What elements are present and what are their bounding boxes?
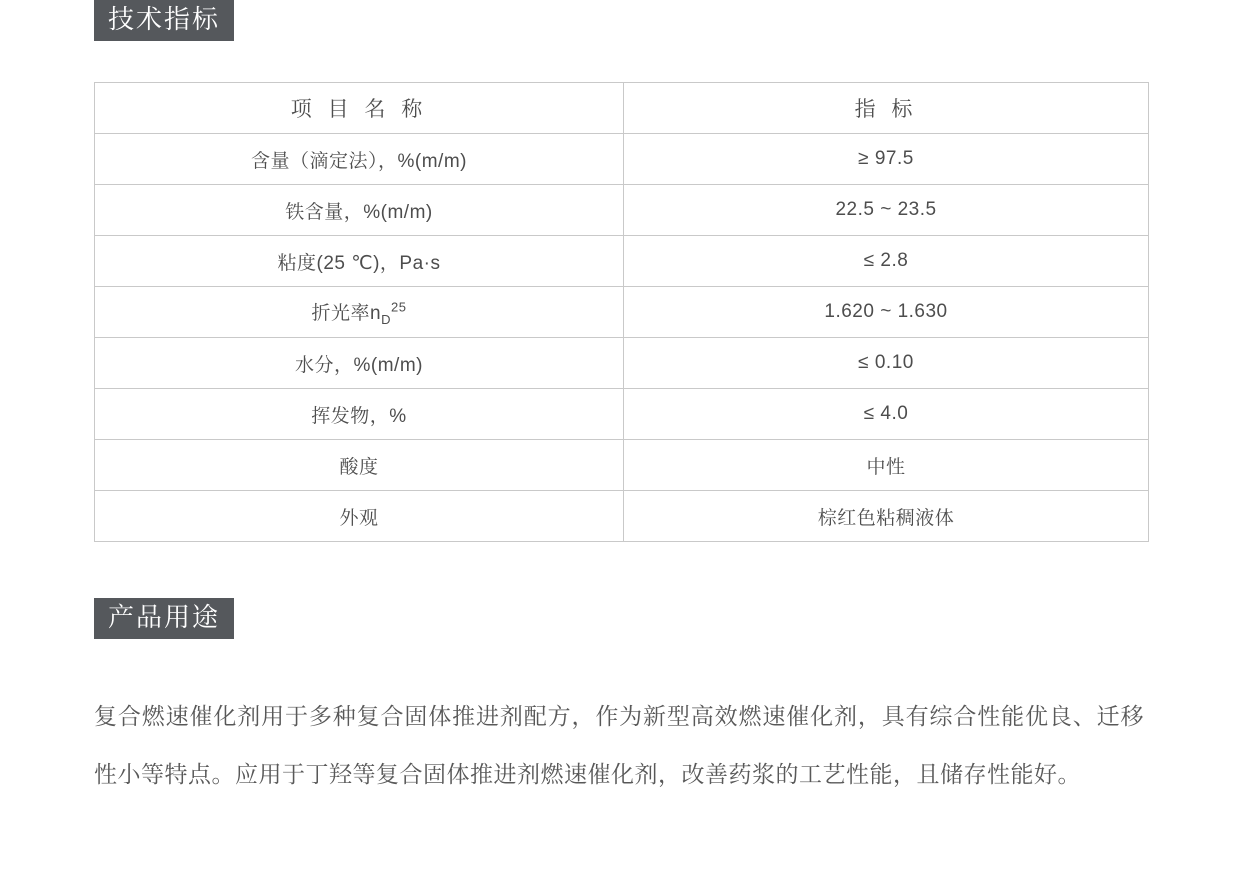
row-value: ≥ 97.5 <box>624 134 1149 185</box>
usage-section <box>94 664 1144 826</box>
refractive-index-subscript: D <box>381 311 391 327</box>
spec-table <box>94 82 1149 542</box>
table-row <box>95 338 1149 389</box>
usage-heading-wrapper <box>94 598 234 639</box>
row-value: ≤ 2.8 <box>624 236 1149 287</box>
specs-heading-wrapper <box>94 0 234 41</box>
table-row <box>95 185 1149 236</box>
refractive-index-superscript: 25 <box>391 299 407 315</box>
specs-heading: 技术指标 <box>94 0 234 41</box>
header-item-name: 项 目 名 称 <box>95 83 624 134</box>
row-value: 1.620 ~ 1.630 <box>624 287 1149 338</box>
row-label: 挥发物，% <box>95 389 624 440</box>
spec-table-body <box>95 134 1149 542</box>
usage-heading: 产品用途 <box>94 598 234 639</box>
row-value: 中性 <box>624 440 1149 491</box>
row-value: 22.5 ~ 23.5 <box>624 185 1149 236</box>
row-value: ≤ 0.10 <box>624 338 1149 389</box>
header-item-value: 指 标 <box>624 83 1149 134</box>
table-row <box>95 440 1149 491</box>
table-row <box>95 389 1149 440</box>
row-value: 棕红色粘稠液体 <box>624 491 1149 542</box>
row-label: 外观 <box>95 491 624 542</box>
table-row <box>95 287 1149 338</box>
spec-table-head <box>95 83 1149 134</box>
row-label: 酸度 <box>95 440 624 491</box>
row-label-text: 折光率n <box>311 302 382 324</box>
row-label <box>95 287 624 338</box>
row-label: 粘度(25 ℃)，Pa·s <box>95 236 624 287</box>
table-row <box>95 491 1149 542</box>
table-row <box>95 236 1149 287</box>
spec-table-wrapper <box>94 82 1148 542</box>
row-label: 铁含量，%(m/m) <box>95 185 624 236</box>
table-row <box>95 134 1149 185</box>
row-label: 含量（滴定法），%(m/m) <box>95 134 624 185</box>
table-header-row <box>95 83 1149 134</box>
row-label: 水分，%(m/m) <box>95 338 624 389</box>
usage-paragraph: 复合燃速催化剂用于多种复合固体推进剂配方，作为新型高效燃速催化剂，具有综合性能优良、迁移性小等特点。应用于丁羟等复合固体推进剂燃速催化剂，改善药浆的工艺性能，且储存性能好。 <box>94 703 1144 787</box>
row-value: ≤ 4.0 <box>624 389 1149 440</box>
